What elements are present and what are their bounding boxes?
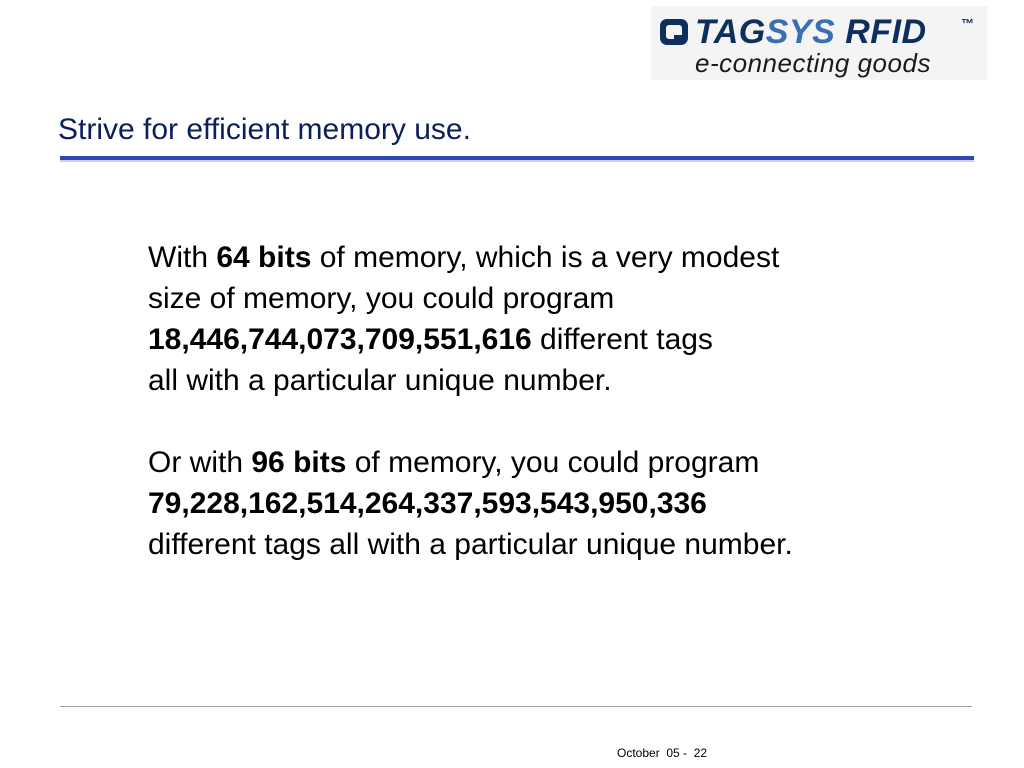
body-line: size of memory, you could program: [148, 282, 615, 315]
body-line: [148, 483, 908, 524]
body-line: 18,446,744,073,709,551,616 different tags: [148, 323, 713, 356]
tagsys-logo-icon: [659, 18, 689, 46]
body-line: all with a particular unique number.: [148, 364, 612, 397]
logo-trademark: ™: [961, 16, 974, 31]
paragraph-spacer: [148, 401, 908, 442]
footer-divider: [60, 706, 972, 707]
logo-brand-name: TAGSYS RFID: [695, 13, 927, 51]
slide-title: Strive for efficient memory use.: [58, 113, 471, 146]
paragraph-96-bits: [148, 442, 908, 565]
bold-96-bits: 96 bits: [251, 446, 347, 479]
title-underline: [60, 156, 974, 160]
footer-date-page: October 05 - 22: [617, 746, 708, 760]
logo-tagline: e-connecting goods: [695, 48, 931, 78]
body-line: Or with 96 bits of memory, you could program: [148, 446, 760, 479]
slide-body: [148, 237, 908, 565]
body-line: With 64 bits of memory, which is a very modest: [148, 241, 780, 274]
bold-64-bits: 64 bits: [216, 241, 312, 274]
bold-number-64: 18,446,744,073,709,551,616: [148, 323, 532, 356]
body-line: different tags all with a particular unique number.: [148, 528, 793, 561]
company-logo: [651, 6, 987, 80]
paragraph-64-bits: [148, 237, 908, 401]
bold-number-96: 79,228,162,514,264,337,593,543,950,336: [148, 487, 707, 520]
